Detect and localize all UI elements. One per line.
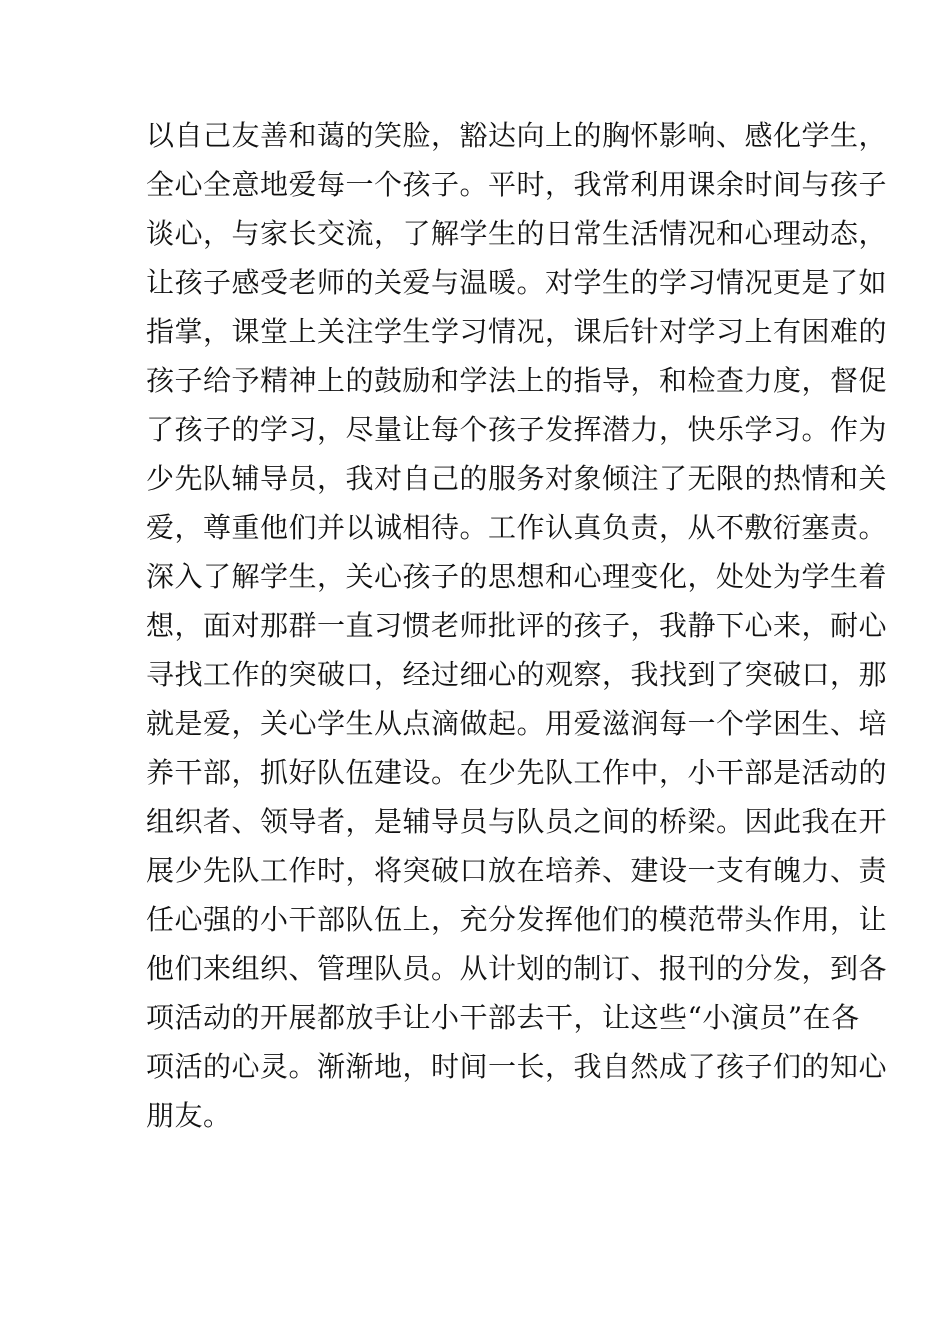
text-line-21: 朋友。: [146, 1099, 232, 1132]
text-line-1: 以自己友善和蔼的笑脸，豁达向上的胸怀影响、感化学生，: [146, 119, 888, 152]
text-line-3: 谈心，与家长交流，了解学生的日常生活情况和心理动态，: [146, 217, 888, 250]
text-line-9: 爱，尊重他们并以诚相待。工作认真负责，从不敷衍塞责。: [146, 511, 888, 544]
text-line-2: 全心全意地爱每一个孩子。平时，我常利用课余时间与孩子: [146, 168, 888, 201]
text-line-12: 寻找工作的突破口，经过细心的观察，我找到了突破口，那: [146, 658, 888, 691]
text-line-20: 项活的心灵。渐渐地，时间一长，我自然成了孩子们的知心: [146, 1050, 888, 1083]
text-line-10: 深入了解学生，关心孩子的思想和心理变化，处处为学生着: [146, 560, 888, 593]
text-line-7: 了孩子的学习，尽量让每个孩子发挥潜力，快乐学习。作为: [146, 413, 888, 446]
text-line-5: 指掌，课堂上关注学生学习情况，课后针对学习上有困难的: [146, 315, 888, 348]
text-line-14: 养干部，抓好队伍建设。在少先队工作中，小干部是活动的: [146, 756, 888, 789]
text-line-8: 少先队辅导员，我对自己的服务对象倾注了无限的热情和关: [146, 462, 888, 495]
text-line-13: 就是爱，关心学生从点滴做起。用爱滋润每一个学困生、培: [146, 707, 888, 740]
text-line-16: 展少先队工作时，将突破口放在培养、建设一支有魄力、责: [146, 854, 888, 887]
text-line-18: 他们来组织、管理队员。从计划的制订、报刊的分发，到各: [146, 952, 888, 985]
body-paragraph: [146, 111, 888, 1140]
text-line-6: 孩子给予精神上的鼓励和学法上的指导，和检查力度，督促: [146, 364, 888, 397]
text-line-4: 让孩子感受老师的关爱与温暖。对学生的学习情况更是了如: [146, 266, 888, 299]
text-line-11: 想，面对那群一直习惯老师批评的孩子，我静下心来，耐心: [146, 609, 888, 642]
text-line-17: 任心强的小干部队伍上，充分发挥他们的模范带头作用，让: [146, 903, 888, 936]
text-line-15: 组织者、领导者，是辅导员与队员之间的桥梁。因此我在开: [146, 805, 888, 838]
text-line-19: 项活动的开展都放手让小干部去干，让这些“小演员”在各: [146, 1001, 860, 1034]
